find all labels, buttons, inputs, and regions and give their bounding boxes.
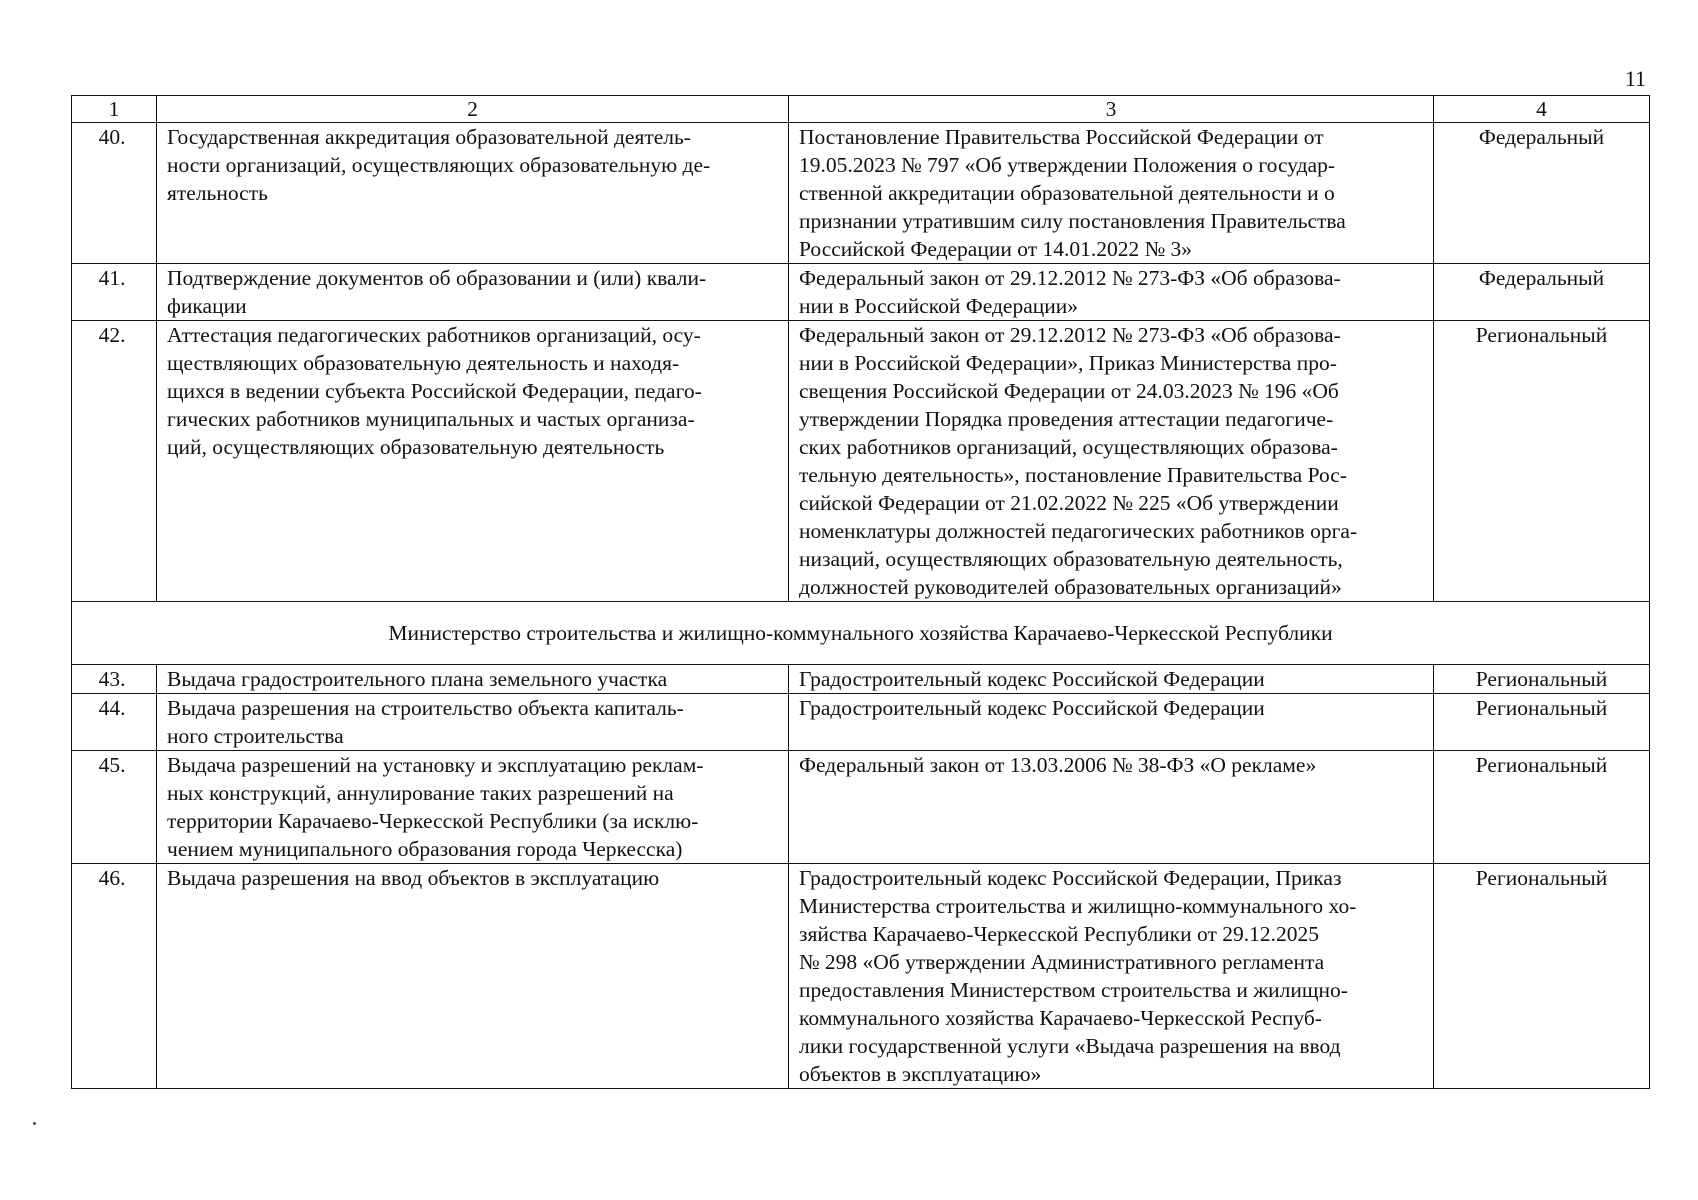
- legal-basis-cell: [789, 694, 1434, 751]
- level-cell: Федеральный: [1434, 264, 1650, 321]
- legal-basis-cell: [789, 321, 1434, 602]
- column-number-4: 4: [1434, 96, 1650, 123]
- ministry-section-title: Министерство строительства и жилищно-коммунального хозяйства Карачаево-Черкесской Республики: [72, 602, 1650, 665]
- legal-basis: Федеральный закон от 29.12.2012 № 273-ФЗ «Об образова- нии в Российской Федерации»: [799, 266, 1341, 318]
- table-row: [72, 321, 1650, 602]
- row-number: 41.: [72, 264, 157, 321]
- column-number-3: 3: [789, 96, 1434, 123]
- services-table: [71, 95, 1650, 1089]
- legal-basis-cell: [789, 751, 1434, 864]
- service-name-cell: [157, 123, 789, 264]
- level-cell: Региональный: [1434, 694, 1650, 751]
- legal-basis: Градостроительный кодекс Российской Федерации: [799, 667, 1265, 691]
- legal-basis: Федеральный закон от 29.12.2012 № 273-ФЗ «Об образова- нии в Российской Федерации», Приказ Министерства про- свещения Российской Федерации от 24.03.2023 № 196 «Об утверждении Порядка проведения аттестации педагогиче- ских работников организаций, осуществляющих образова- тельную деятельность», постановление Правительства Рос- сийской Федерации от 21.02.2022 № 225 «Об утверждении номенклатуры должностей педагогических работников орга- низаций, осуществляющих образовательную деятельность, должностей руководителей образовательных организаций»: [799, 323, 1358, 599]
- services-table-body: [72, 96, 1650, 1089]
- legal-basis-cell: [789, 665, 1434, 694]
- table-row: [72, 694, 1650, 751]
- service-name: Аттестация педагогических работников организаций, осу- ществляющих образовательную деятельность и находя- щихся в ведении субъекта Российской Федерации, педаго- гических работников муниципальных и частых организа- ций, осуществляющих образовательную деятельность: [167, 323, 702, 459]
- level-cell: Федеральный: [1434, 123, 1650, 264]
- table-row: [72, 864, 1650, 1089]
- scan-speck: [33, 1122, 36, 1125]
- legal-basis: Градостроительный кодекс Российской Федерации: [799, 696, 1265, 720]
- column-number-row: [72, 96, 1650, 123]
- table-row: [72, 123, 1650, 264]
- level-cell: Региональный: [1434, 751, 1650, 864]
- service-name-cell: [157, 694, 789, 751]
- row-number: 42.: [72, 321, 157, 602]
- service-name-cell: [157, 864, 789, 1089]
- level-cell: Региональный: [1434, 665, 1650, 694]
- section-header-row: [72, 602, 1650, 665]
- level-cell: Региональный: [1434, 864, 1650, 1089]
- row-number: 45.: [72, 751, 157, 864]
- service-name: Выдача разрешения на строительство объекта капиталь- ного строительства: [167, 696, 684, 748]
- column-number-2: 2: [157, 96, 789, 123]
- service-name-cell: [157, 264, 789, 321]
- legal-basis-cell: [789, 264, 1434, 321]
- service-name-cell: [157, 751, 789, 864]
- table-row: [72, 751, 1650, 864]
- service-name-cell: [157, 665, 789, 694]
- service-name: Выдача градостроительного плана земельного участка: [167, 667, 668, 691]
- legal-basis: Градостроительный кодекс Российской Федерации, Приказ Министерства строительства и жилищно-коммунального хо- зяйства Карачаево-Черкесской Республики от 29.12.2025 № 298 «Об утверждении Административного регламента предоставления Министерством строительства и жилищно- коммунального хозяйства Карачаево-Черкесской Респуб- лики государственной услуги «Выдача разрешения на ввод объектов в эксплуатацию»: [799, 866, 1357, 1086]
- level-cell: Региональный: [1434, 321, 1650, 602]
- table-row: [72, 665, 1650, 694]
- row-number: 43.: [72, 665, 157, 694]
- column-number-1: 1: [72, 96, 157, 123]
- row-number: 46.: [72, 864, 157, 1089]
- legal-basis-cell: [789, 864, 1434, 1089]
- legal-basis-cell: [789, 123, 1434, 264]
- service-name: Подтверждение документов об образовании и (или) квали- фикации: [167, 266, 707, 318]
- legal-basis: Федеральный закон от 13.03.2006 № 38-ФЗ «О рекламе»: [799, 753, 1317, 777]
- row-number: 40.: [72, 123, 157, 264]
- service-name: Государственная аккредитация образовательной деятель- ности организаций, осуществляющих образовательную де- ятельность: [167, 125, 711, 205]
- service-name: Выдача разрешений на установку и эксплуатацию реклам- ных конструкций, аннулирование таких разрешений на территории Карачаево-Черкесской Республики (за исклю- чением муниципального образования города Черкесска): [167, 753, 704, 861]
- row-number: 44.: [72, 694, 157, 751]
- page-number: 11: [1624, 66, 1646, 91]
- legal-basis: Постановление Правительства Российской Федерации от 19.05.2023 № 797 «Об утверждении Положения о государ- ственной аккредитации образовательной деятельности и о признании утратившим силу постановления Правительства Российской Федерации от 14.01.2022 № 3»: [799, 125, 1346, 261]
- service-name-cell: [157, 321, 789, 602]
- service-name: Выдача разрешения на ввод объектов в эксплуатацию: [167, 866, 660, 890]
- table-row: [72, 264, 1650, 321]
